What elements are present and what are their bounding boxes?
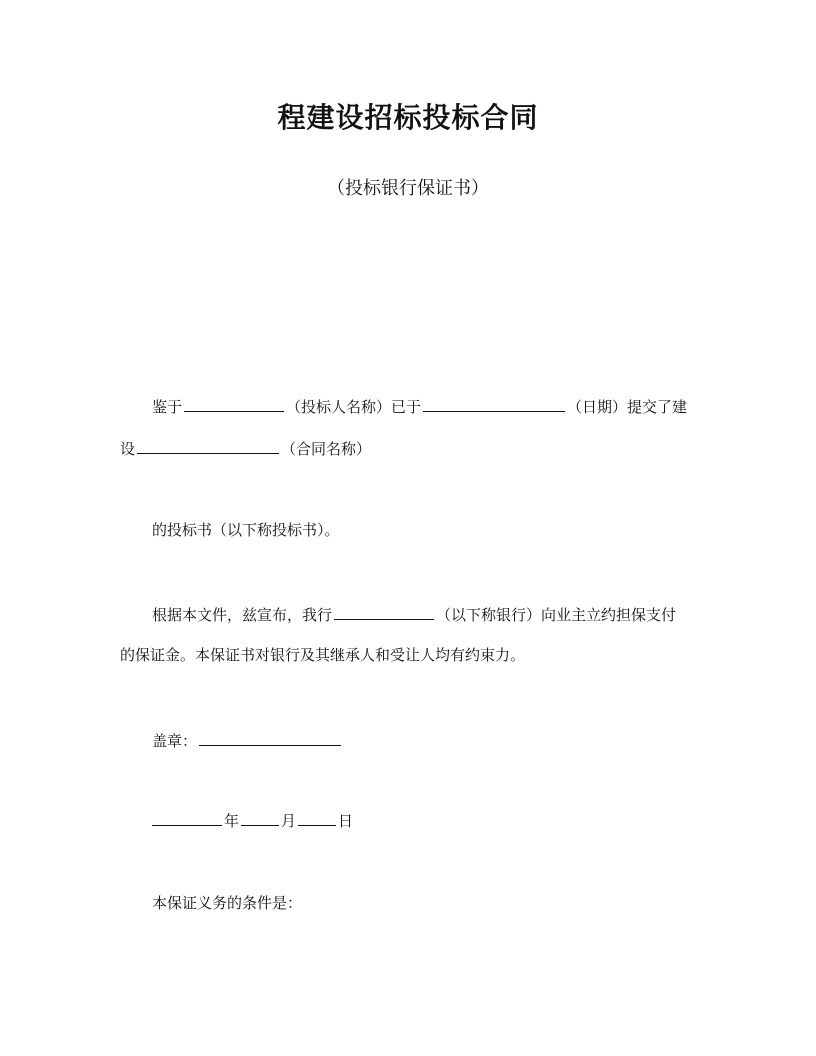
year-label: 年 (224, 812, 240, 830)
bank-name-blank[interactable] (334, 603, 434, 620)
day-blank[interactable] (298, 809, 336, 826)
text-declaration: 根据本文件，兹宣布，我行 (152, 606, 333, 624)
date-blank[interactable] (423, 395, 565, 412)
seal-label: 盖章： (152, 732, 198, 750)
conditions-label: 本保证义务的条件是： (152, 894, 303, 912)
conditions-line (152, 893, 302, 913)
text-binding-clause: 的保证金。本保证书对银行及其继承人和受让人均有约束力。 (120, 646, 526, 664)
month-label: 月 (281, 812, 297, 830)
text-contract-name-label: （合同名称） (281, 440, 372, 458)
year-blank[interactable] (152, 809, 222, 826)
document-subtitle: （投标银行保证书） (327, 178, 489, 199)
contract-name-blank[interactable] (137, 437, 279, 454)
paragraph-3-line-1 (152, 603, 676, 625)
date-line (152, 809, 353, 831)
day-label: 日 (338, 812, 354, 830)
text-date-label: （日期）提交了建 (567, 398, 688, 416)
text-bid-document: 的投标书（以下称投标书）。 (152, 521, 340, 539)
text-bank-label: （以下称银行）向业主立约担保支付 (436, 606, 677, 624)
paragraph-3-line-2 (120, 645, 525, 665)
paragraph-1-line-2 (120, 437, 371, 459)
document-title: 程建设招标投标合同 (277, 101, 539, 134)
paragraph-2 (152, 520, 340, 540)
text-whereas: 鉴于 (152, 398, 183, 416)
text-bidder-name-label: （投标人名称）已于 (286, 398, 422, 416)
text-construction: 设 (120, 440, 136, 458)
bidder-name-blank[interactable] (184, 395, 284, 412)
seal-blank[interactable] (199, 729, 341, 746)
month-blank[interactable] (241, 809, 279, 826)
paragraph-1-line-1 (152, 395, 687, 417)
seal-line (152, 729, 343, 751)
